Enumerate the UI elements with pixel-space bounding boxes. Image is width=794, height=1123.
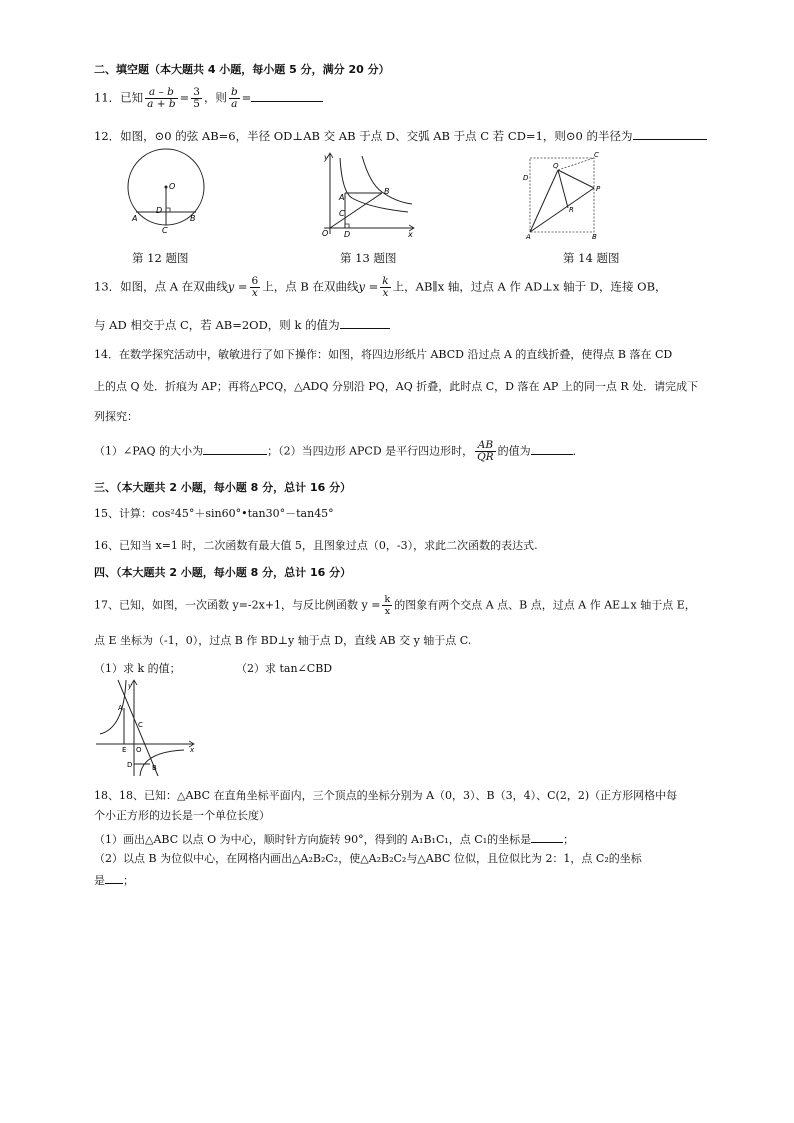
q13-y1: y = xyxy=(227,279,248,294)
fig17-label-o: O xyxy=(136,746,142,754)
section-3-heading: 三、（本大题共 2 小题，每小题 8 分，总计 16 分） xyxy=(94,481,352,494)
fig17-curve-right xyxy=(140,750,184,776)
fig12-label-a: A xyxy=(132,214,138,223)
q17-f-den: x xyxy=(384,606,391,617)
q14-part3: 的值为 xyxy=(497,444,531,458)
question-12 xyxy=(94,127,707,144)
fig17-label-c: C xyxy=(138,721,143,729)
question-14-parts xyxy=(94,440,584,463)
q18-part2-text: 是 xyxy=(94,874,105,887)
question-14-line-2: 上的点 Q 处．折痕为 AP；再将△PCQ，△ADQ 分别沿 PQ，AQ 折叠，此时点 C，D 落在 AP 上的同一点 R 处．请完成下 xyxy=(94,380,699,393)
fig12-label-b: B xyxy=(190,214,196,223)
q14-part1: （1）∠PAQ 的大小为 xyxy=(94,444,204,458)
q13-f2-den: x xyxy=(382,287,389,299)
q18-part2-end: ； xyxy=(123,874,134,887)
q17-fraction xyxy=(382,594,392,617)
fig12-center-dot xyxy=(165,186,168,189)
fig14-caption: 第 14 题图 xyxy=(563,251,620,265)
q13-answer-blank[interactable] xyxy=(340,316,390,329)
question-18-line-2: 个小正方形的边长是一个单位长度） xyxy=(94,809,270,822)
fig14-label-a: A xyxy=(526,233,531,240)
q11-frac2-den: 5 xyxy=(193,98,200,110)
q13-f1-den: x xyxy=(251,287,258,299)
question-13-line-1 xyxy=(94,276,667,299)
q11-prefix: 11．已知 xyxy=(94,90,144,105)
q11-eq: = xyxy=(179,90,190,105)
fig14-label-r: R xyxy=(569,206,574,214)
q11-mid: ，则 xyxy=(203,90,227,105)
figure-12 xyxy=(120,148,240,240)
figure-13 xyxy=(318,150,418,240)
q13-fraction-2 xyxy=(380,276,390,299)
question-14-line-1: 14．在数学探究活动中，敏敏进行了如下操作：如图，将四边形纸片 ABCD 沿过点 A 的直线折叠，使得点 B 落在 CD xyxy=(94,348,673,361)
fig13-line-ob xyxy=(330,193,382,228)
fig17-label-b: B xyxy=(152,764,157,772)
figure-17 xyxy=(94,678,198,780)
fig13-label-b: B xyxy=(384,187,390,196)
fig12-label-o: O xyxy=(169,182,176,191)
q12-answer-blank[interactable] xyxy=(633,127,707,140)
q12-text: 12．如图，⊙0 的弦 AB=6，半径 OD⊥AB 交 AB 于点 D、交弧 AB 于点 C 若 CD=1，则⊙0 的半径为 xyxy=(94,129,633,143)
fig13-curve-outer xyxy=(362,156,412,204)
fig17-label-d: D xyxy=(127,761,133,769)
q11-frac3-den: a xyxy=(231,98,238,110)
fig12-label-c: C xyxy=(162,226,168,235)
q13-text-b: 上，点 B 在双曲线 xyxy=(262,279,359,294)
question-18-part-2: （2）以点 B 为位似中心，在网格内画出△A₂B₂C₂，使△A₂B₂C₂与△ABC 位似，且位似比为 2：1，点 C₂的坐标 xyxy=(94,852,642,865)
fig12-caption: 第 12 题图 xyxy=(132,251,189,265)
fig17-label-x: x xyxy=(190,746,195,754)
question-11 xyxy=(94,87,323,110)
fig13-label-d: D xyxy=(344,230,351,239)
fig13-label-x: x xyxy=(408,230,413,239)
q11-frac1-num: a – b xyxy=(145,87,177,99)
fig14-line-qr xyxy=(558,170,568,208)
fig13-label-c: C xyxy=(339,209,345,218)
fig12-label-d: D xyxy=(156,206,163,215)
question-16: 16、已知当 x=1 时，二次函数有最大值 5，且图象过点（0，-3），求此二次函数的表达式. xyxy=(94,539,538,552)
fig13-label-a: A xyxy=(339,193,345,202)
fig13-curve-inner xyxy=(340,158,408,212)
fig14-label-d: D xyxy=(523,174,529,182)
q13-y2: y = xyxy=(358,279,379,294)
q13-text-2: 与 AD 相交于点 C，若 AB=2OD，则 k 的值为 xyxy=(94,318,340,332)
fig14-label-p: P xyxy=(596,185,601,193)
q14-answer-blank-2[interactable] xyxy=(531,442,573,455)
fig17-label-y: y xyxy=(128,682,133,690)
question-15: 15、计算：cos²45°＋sin60°•tan30°－tan45° xyxy=(94,507,334,520)
figure-14 xyxy=(520,150,610,240)
q13-f1-num: 6 xyxy=(251,275,259,287)
q11-frac3-num: b xyxy=(230,86,238,98)
question-18-part-1 xyxy=(94,830,574,848)
q11-suffix: = xyxy=(241,90,252,105)
q13-fraction-1 xyxy=(250,276,261,299)
q18-answer-blank-2[interactable] xyxy=(105,871,123,884)
question-17-line-2: 点 E 坐标为（-1，0），过点 B 作 BD⊥y 轴于点 D，直线 AB 交 y 轴于点 C. xyxy=(94,634,472,647)
section-4-heading: 四、（本大题共 2 小题，每小题 8 分，总计 16 分） xyxy=(94,566,352,579)
section-2-heading: 二、填空题（本大题共 4 小题，每小题 5 分，满分 20 分） xyxy=(94,63,390,76)
q17-sub-1: （1）求 k 的值； xyxy=(94,662,181,675)
q18-part1-text: （1）画出△ABC 以点 O 为中心，顺时针方向旋转 90°，得到的 A₁B₁C₁，点 C₁的坐标是 xyxy=(94,833,532,846)
fig17-label-e: E xyxy=(122,746,127,754)
fig14-label-b: B xyxy=(592,233,597,240)
q11-answer-blank[interactable] xyxy=(251,89,323,102)
question-17-line-1 xyxy=(94,594,696,617)
question-18-line-1: 18、18、已知：△ABC 在直角坐标平面内，三个顶点的坐标分别为 A（0，3）、B（3，4）、C(2，2)（正方形网格中每 xyxy=(94,789,678,802)
q14-answer-blank-1[interactable] xyxy=(203,442,267,455)
q14-part2: ；（2）当四边形 APCD 是平行四边形时， xyxy=(267,444,474,458)
q13-text-a: 13．如图，点 A 在双曲线 xyxy=(94,279,228,294)
q17-f-num: k xyxy=(384,594,391,605)
fig14-dashed-qc xyxy=(558,158,594,170)
fig13-label-y: y xyxy=(324,153,329,162)
q13-f2-num: k xyxy=(382,275,389,287)
q11-frac1-den: a + b xyxy=(147,98,176,110)
q18-answer-blank-1[interactable] xyxy=(531,830,563,843)
fig12-right-angle xyxy=(166,208,170,212)
fig14-label-c: C xyxy=(594,151,599,159)
question-18-part-2-cont xyxy=(94,871,134,889)
q13-text-c: 上，AB∥x 轴，过点 A 作 AD⊥x 轴于 D，连接 OB， xyxy=(392,279,667,294)
q17-text-a: 17、已知，如图，一次函数 y=-2x+1，与反比例函数 y = xyxy=(94,598,381,612)
q14-fraction xyxy=(475,440,496,463)
question-13-line-2 xyxy=(94,316,390,333)
q14-end: ． xyxy=(572,444,584,458)
fig14-label-q: Q xyxy=(553,162,559,170)
question-14-line-3: 列探究： xyxy=(94,410,138,423)
q11-fraction-3 xyxy=(229,87,240,110)
q14-f-den: QR xyxy=(477,451,494,463)
fig13-label-o: O xyxy=(322,229,329,238)
q18-part1-end: ； xyxy=(563,833,575,846)
fig13-caption: 第 13 题图 xyxy=(340,251,397,265)
fig14-line-qp xyxy=(558,170,594,188)
q11-fraction-1 xyxy=(145,87,177,110)
q11-fraction-2 xyxy=(191,87,202,110)
q17-text-b: 的图象有两个交点 A 点、B 点，过点 A 作 AE⊥x 轴于点 E， xyxy=(394,598,696,612)
fig13-right-angle xyxy=(345,224,349,228)
q17-sub-2: （2）求 tan∠CBD xyxy=(236,662,333,675)
q14-f-num: AB xyxy=(475,440,496,452)
fig17-label-a: A xyxy=(118,704,123,712)
q11-frac2-num: 3 xyxy=(193,86,200,98)
